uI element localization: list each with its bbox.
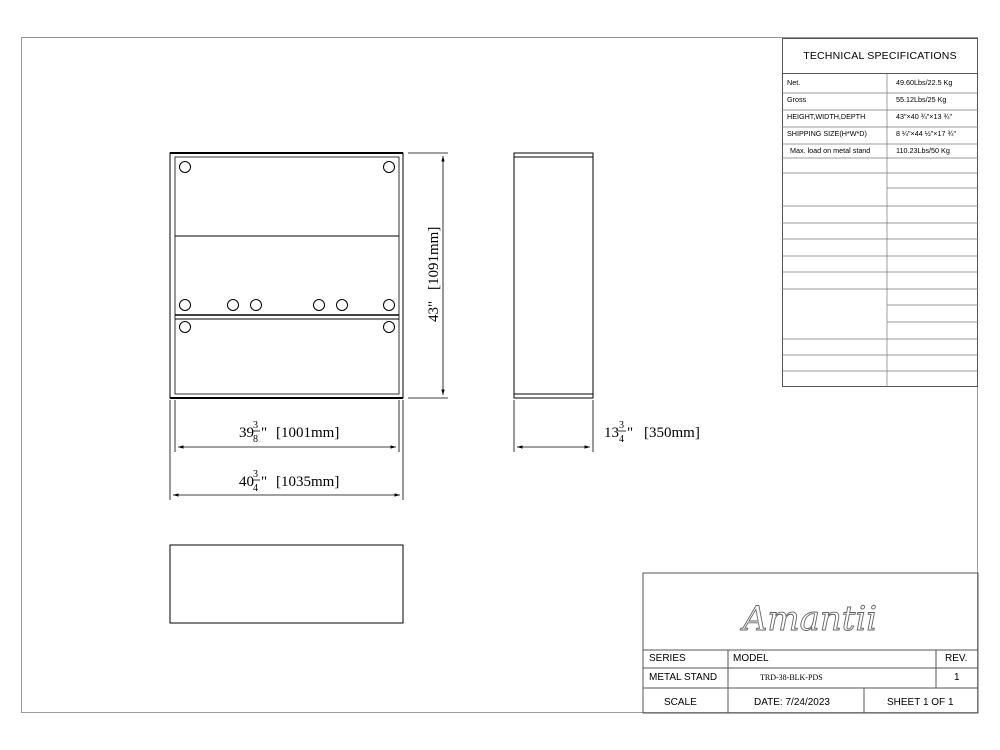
depth-dimension bbox=[604, 420, 700, 445]
top-view bbox=[170, 545, 403, 623]
inner-width-dimension bbox=[239, 420, 339, 445]
spec-row-shipping-size bbox=[783, 126, 977, 143]
svg-text:3: 3 bbox=[619, 420, 624, 431]
height-dimension bbox=[426, 227, 442, 322]
dimension-lines bbox=[170, 153, 593, 500]
company-logo: Amantii bbox=[742, 599, 878, 639]
technical-specifications-table bbox=[782, 38, 978, 387]
spec-key: Gross bbox=[787, 95, 807, 104]
svg-text:39: 39 bbox=[239, 425, 254, 441]
spec-row-gross bbox=[783, 92, 977, 109]
model-value: TRD-38-BLK-PDS bbox=[760, 673, 823, 682]
front-view bbox=[170, 153, 403, 398]
series-label: SERIES bbox=[649, 653, 686, 664]
svg-text:[1035mm]: [1035mm] bbox=[276, 474, 340, 490]
spec-value: 55.12Lbs/25 Kg bbox=[896, 95, 947, 104]
svg-text:[1091mm]: [1091mm] bbox=[426, 226, 442, 290]
model-label: MODEL bbox=[733, 653, 769, 664]
spec-value: 43"×40 ¾"×13 ¾" bbox=[896, 112, 953, 121]
svg-text:40: 40 bbox=[239, 474, 254, 490]
spec-key: SHIPPING SIZE(H*W*D) bbox=[787, 129, 867, 138]
svg-text:": " bbox=[627, 425, 634, 441]
side-view bbox=[514, 153, 593, 398]
spec-value: 110.23Lbs/50 Kg bbox=[896, 146, 950, 155]
spec-value: 8 ¼"×44 ½"×17 ¾" bbox=[896, 129, 957, 138]
svg-text:4: 4 bbox=[619, 434, 624, 445]
scale-label: SCALE bbox=[664, 697, 697, 708]
spec-row-max-load bbox=[783, 143, 977, 160]
svg-text:13: 13 bbox=[604, 425, 619, 441]
svg-text:4: 4 bbox=[253, 483, 258, 494]
svg-text:8: 8 bbox=[253, 434, 258, 445]
series-value: METAL STAND bbox=[649, 672, 718, 683]
spec-value: 49.60Lbs/22.5 Kg bbox=[896, 78, 953, 87]
svg-text:": " bbox=[261, 425, 268, 441]
svg-text:3: 3 bbox=[253, 420, 258, 431]
date-label: DATE: 7/24/2023 bbox=[754, 697, 830, 708]
svg-text:[1001mm]: [1001mm] bbox=[276, 425, 340, 441]
svg-text:43": 43" bbox=[426, 300, 442, 322]
outer-width-dimension bbox=[239, 469, 339, 494]
svg-text:": " bbox=[261, 474, 268, 490]
svg-text:[350mm]: [350mm] bbox=[644, 425, 700, 441]
spec-key: HEIGHT,WIDTH,DEPTH bbox=[787, 112, 866, 121]
rev-label: REV. bbox=[945, 653, 968, 664]
spec-row-net bbox=[783, 75, 977, 92]
spec-key: Net. bbox=[787, 78, 801, 87]
spec-key: Max. load on metal stand bbox=[790, 146, 871, 155]
spec-row-dimensions bbox=[783, 109, 977, 126]
sheet-label: SHEET 1 OF 1 bbox=[887, 697, 954, 708]
spec-title: TECHNICAL SPECIFICATIONS bbox=[783, 39, 977, 74]
title-block bbox=[643, 573, 978, 713]
rev-value: 1 bbox=[954, 672, 960, 683]
svg-text:3: 3 bbox=[253, 469, 258, 480]
